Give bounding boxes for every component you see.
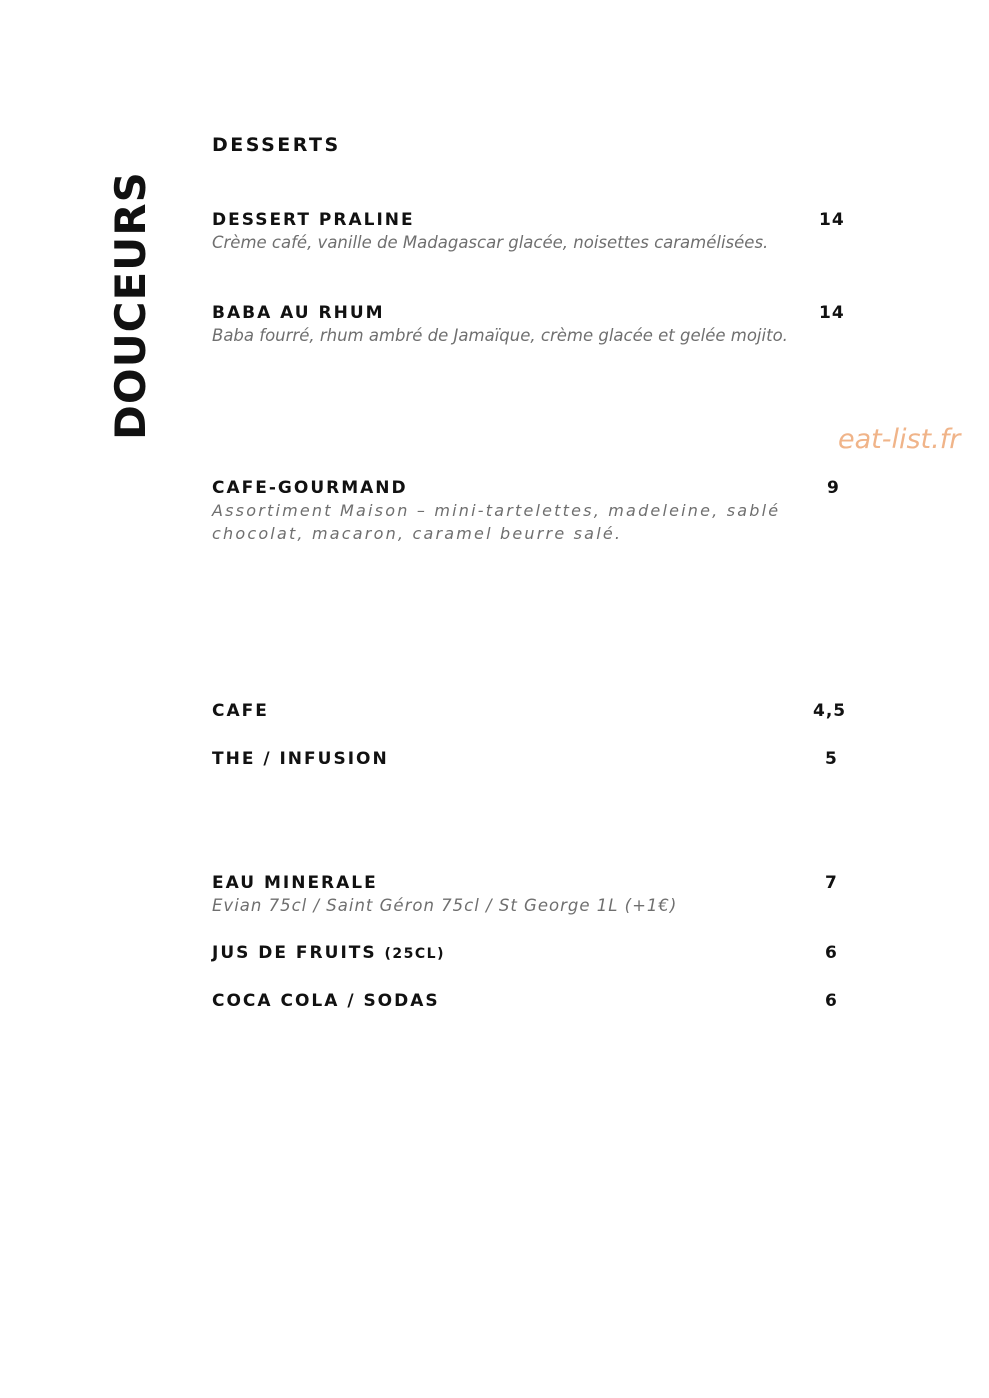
menu-item-eau-minerale [212, 872, 852, 917]
item-price: 4,5 [813, 701, 847, 721]
item-name: CAFE [212, 701, 269, 721]
item-price: 6 [825, 943, 838, 963]
menu-item-cafe-gourmand [212, 477, 852, 545]
item-price: 14 [819, 210, 845, 230]
item-name: COCA COLA / SODAS [212, 991, 440, 1011]
item-name: DESSERT PRALINE [212, 210, 415, 230]
item-price: 14 [819, 303, 845, 323]
item-name-volume: (25CL) [384, 946, 446, 962]
item-description: Baba fourré, rhum ambré de Jamaïque, crème glacée et gelée mojito. [212, 326, 788, 345]
menu-item-coca-cola-sodas [212, 990, 852, 1012]
item-name: BABA AU RHUM [212, 303, 385, 323]
item-price: 6 [825, 991, 838, 1011]
item-name: CAFE-GOURMAND [212, 478, 408, 498]
menu-item-the-infusion [212, 748, 852, 770]
item-name [212, 942, 852, 965]
menu-item-dessert-praline [212, 209, 852, 254]
menu-item-baba-au-rhum [212, 302, 852, 347]
menu-item-jus-de-fruits [212, 942, 852, 965]
item-name: EAU MINERALE [212, 873, 378, 893]
watermark-logo: eat-list.fr [838, 424, 961, 455]
item-price: 9 [827, 478, 840, 498]
page-side-title: DOUCEURS [106, 171, 155, 440]
item-description: Evian 75cl / Saint Géron 75cl / St George 1L (+1€) [212, 896, 678, 915]
item-description: Crème café, vanille de Madagascar glacée, noisettes caramélisées. [212, 233, 769, 252]
menu-item-cafe [212, 700, 852, 722]
item-price: 5 [825, 749, 838, 769]
item-name: THE / INFUSION [212, 749, 389, 769]
section-heading-desserts: DESSERTS [212, 134, 341, 156]
item-description: Assortiment Maison – mini-tartelettes, madeleine, sablé chocolat, macaron, caramel beurre salé. [212, 501, 781, 543]
item-name-text: JUS DE FRUITS [212, 943, 377, 963]
item-price: 7 [825, 873, 838, 893]
